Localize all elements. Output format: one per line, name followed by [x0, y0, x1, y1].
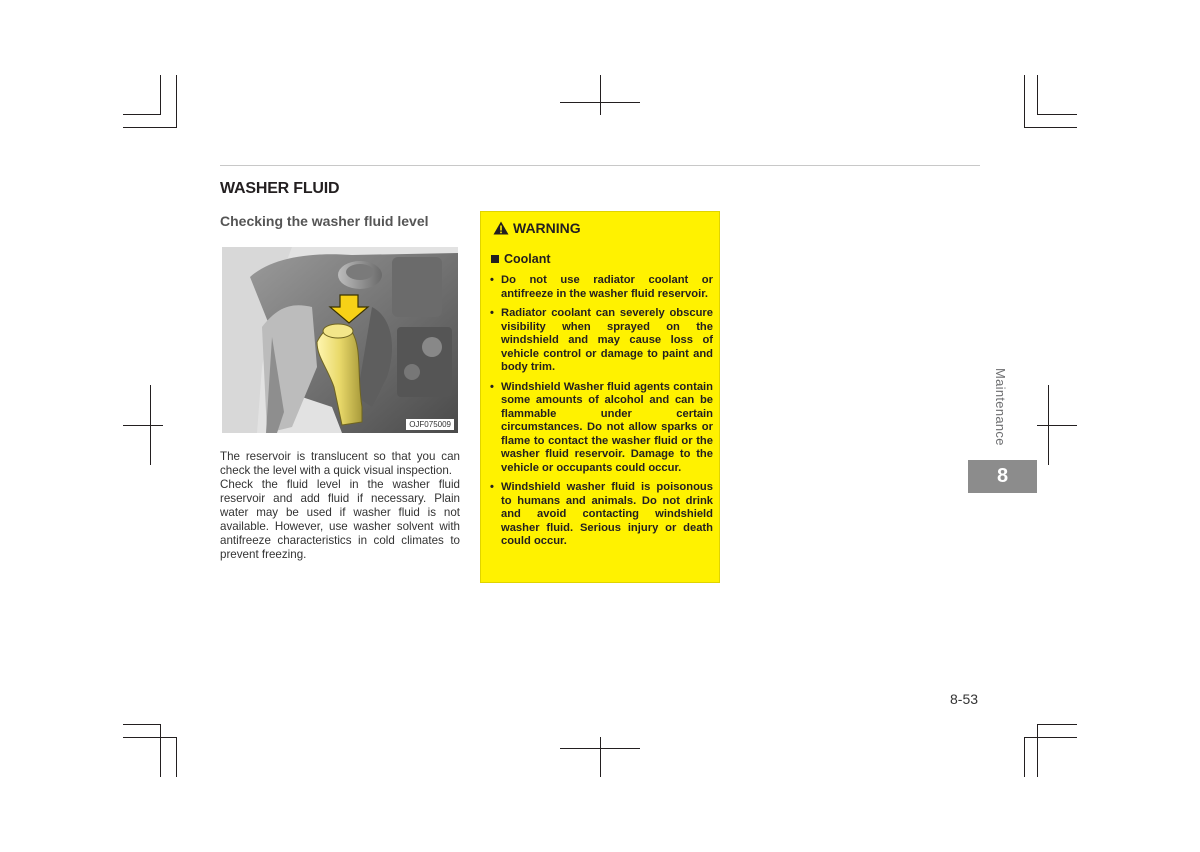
crop-mark — [1024, 75, 1025, 128]
figure-code: OJF075009 — [406, 419, 454, 430]
square-bullet-icon — [491, 255, 499, 263]
warning-list — [488, 274, 713, 555]
warning-triangle-icon — [493, 221, 509, 235]
warning-topic — [491, 252, 551, 266]
body-text — [220, 450, 460, 562]
crop-mark — [176, 737, 177, 777]
crop-mark — [1037, 75, 1038, 115]
warning-item: • Windshield Washer fluid agents contain some amounts of alcohol and can be flammable under certain circumstances. Do not allow sparks or flame to contact the washer fluid or the washer fluid reservoir. Damage to the vehicle or occupants could occur. — [488, 381, 713, 476]
header-rule — [220, 165, 980, 166]
chapter-label-text: Maintenance — [993, 368, 1008, 446]
crop-mark — [560, 102, 640, 103]
engine-bay-illustration — [222, 247, 458, 433]
crop-mark — [1024, 737, 1025, 777]
crop-mark — [176, 75, 177, 128]
crop-mark — [600, 737, 601, 777]
crop-mark — [160, 724, 161, 777]
section-title: WASHER FLUID — [220, 180, 340, 197]
crop-mark — [1037, 724, 1038, 777]
warning-topic-text: Coolant — [504, 252, 551, 266]
crop-mark — [1037, 724, 1077, 725]
section-subtitle: Checking the washer fluid level — [220, 213, 429, 229]
crop-mark — [123, 114, 160, 115]
warning-title-text: WARNING — [513, 220, 581, 236]
warning-box — [480, 211, 720, 583]
body-paragraph: Check the fluid level in the washer fluid reservoir and add fluid if necessary. Plain water may be used if washer fluid is not available. However, use washer solvent with antifreeze characteristics in cold climates to prevent freezing. — [220, 478, 460, 561]
crop-mark — [1024, 737, 1077, 738]
crop-mark — [600, 75, 601, 115]
warning-item: • Windshield washer fluid is poisonous to humans and animals. Do not drink and avoid contacting windshield washer fluid. Serious injury or death could occur. — [488, 481, 713, 549]
warning-title — [493, 220, 581, 236]
warning-item: • Radiator coolant can severely obscure visibility when sprayed on the windshield and may cause loss of vehicle control or damage to paint and body trim. — [488, 307, 713, 375]
crop-mark — [1037, 425, 1077, 426]
chapter-tab: 8 — [968, 460, 1037, 493]
crop-mark — [560, 748, 640, 749]
crop-mark — [123, 127, 176, 128]
engine-bay-drawing — [222, 247, 458, 433]
crop-mark — [1037, 114, 1077, 115]
chapter-side-label — [992, 368, 1012, 458]
crop-mark — [123, 737, 176, 738]
crop-mark — [1024, 127, 1077, 128]
crop-mark — [123, 425, 163, 426]
warning-item: • Do not use radiator coolant or antifreeze in the washer fluid reservoir. — [488, 274, 713, 301]
body-paragraph: The reservoir is translucent so that you can check the level with a quick visual inspection. — [220, 450, 460, 477]
crop-mark — [123, 724, 160, 725]
page-number: 8-53 — [950, 691, 979, 707]
crop-mark — [160, 75, 161, 115]
